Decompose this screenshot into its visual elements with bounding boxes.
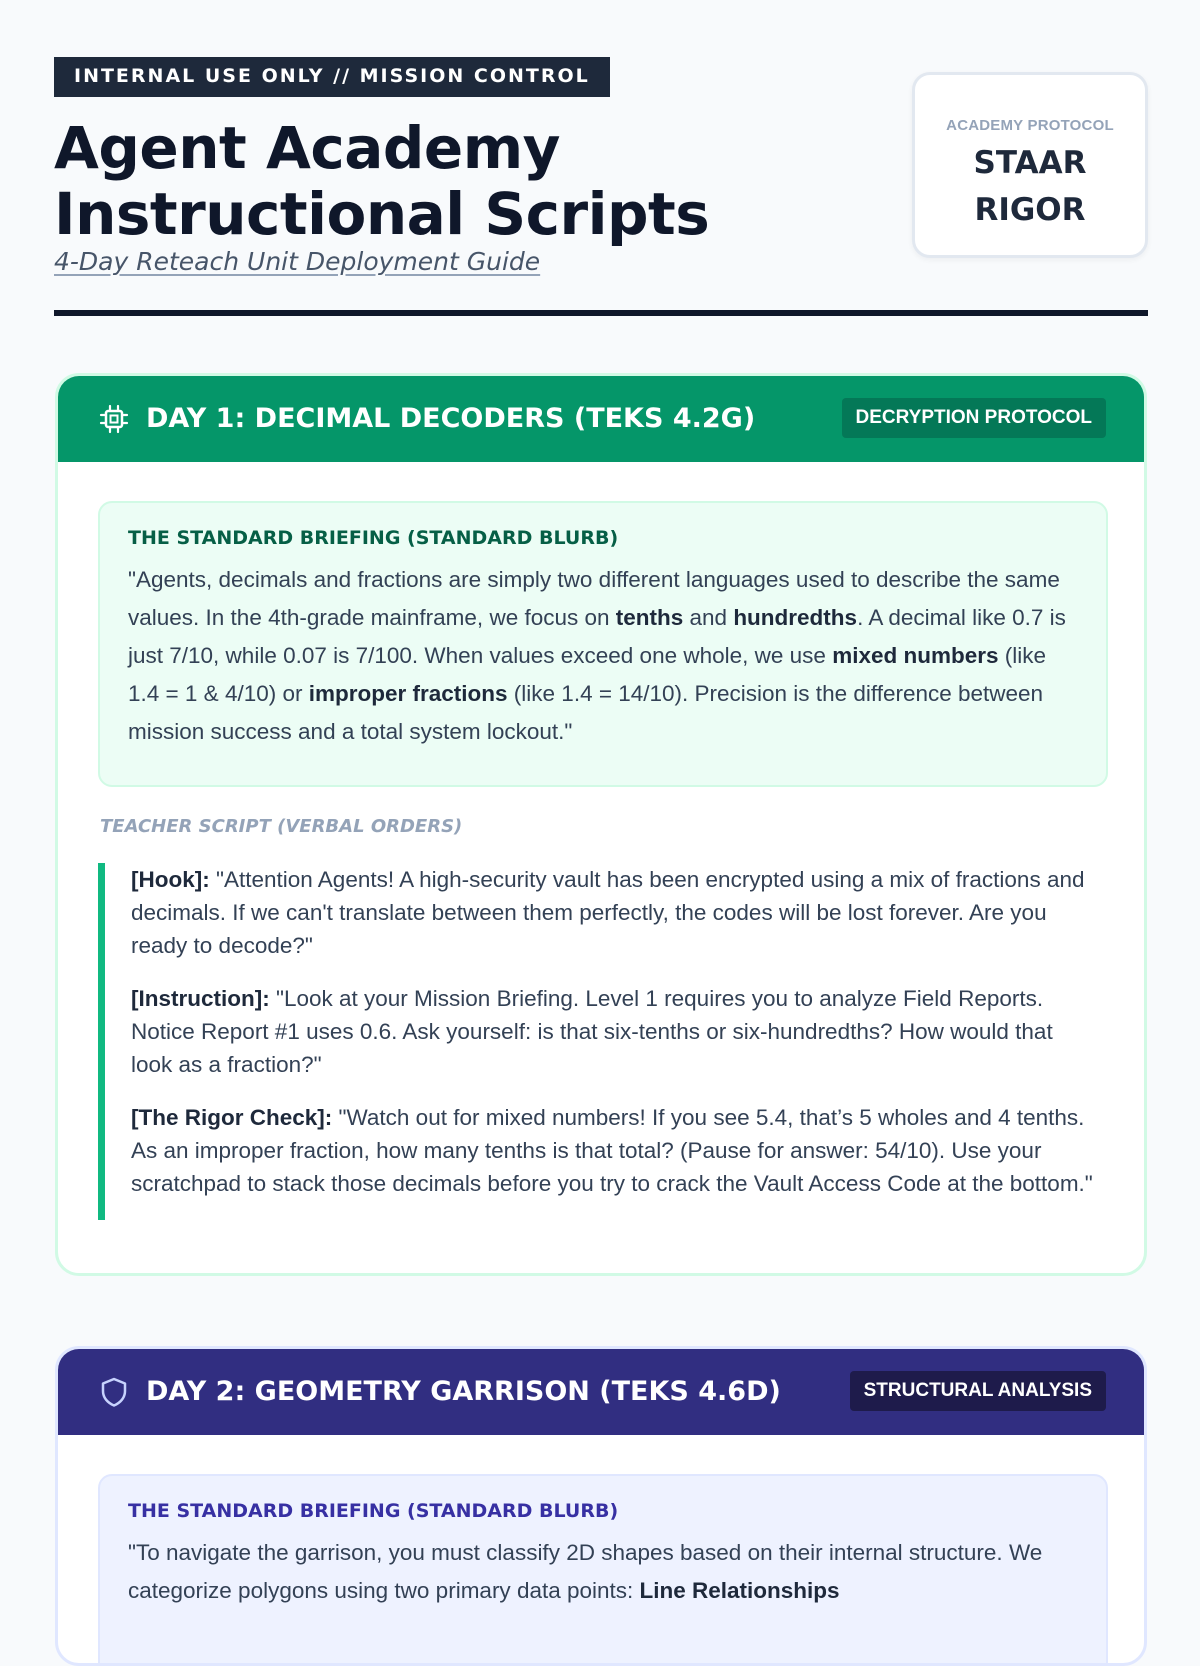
- script-label: TEACHER SCRIPT (VERBAL ORDERS): [100, 816, 463, 837]
- day-1-card: [55, 373, 1147, 1276]
- document-header: [54, 57, 1148, 317]
- day-2-badge: STRUCTURAL ANALYSIS: [850, 1371, 1106, 1411]
- script-hook: [Hook]: "Attention Agents! A high-security vault has been encrypted using a mix of fractions and decimals. If we can't translate between them perfectly, the codes will be lost forever. Are you ready to decode?": [131, 867, 1085, 958]
- day-1-title: DAY 1: DECIMAL DECODERS (TEKS 4.2G): [146, 403, 756, 434]
- protocol-label: ACADEMY PROTOCOL: [946, 117, 1114, 134]
- day-1-header: [58, 376, 1144, 462]
- script-rigor-check: [The Rigor Check]: "Watch out for mixed numbers! If you see 5.4, that’s 5 wholes and 4 tenths. As an improper fraction, how many tenths is that total? (Pause for answer: 54/10). Use your scratchpad to stack those decimals before you try to crack the Vault Access Code at the bottom.": [131, 1105, 1093, 1196]
- day-2-card: [55, 1346, 1147, 1666]
- day-2-title: DAY 2: GEOMETRY GARRISON (TEKS 4.6D): [146, 1376, 781, 1407]
- page-subtitle: 4-Day Reteach Unit Deployment Guide: [54, 247, 541, 276]
- day-1-badge: DECRYPTION PROTOCOL: [842, 398, 1106, 438]
- cpu-chip-icon: [98, 403, 130, 435]
- script-instruction: [Instruction]: "Look at your Mission Briefing. Level 1 requires you to analyze Field Reports. Notice Report #1 uses 0.6. Ask yourself: is that six-tenths or six-hundredths? How would that look as a fraction?": [131, 986, 1053, 1077]
- protocol-value: STAAR RIGOR: [973, 145, 1087, 228]
- protocol-card: [912, 72, 1148, 258]
- header-divider: [54, 310, 1148, 316]
- teacher-script: [98, 863, 1098, 1220]
- page-title: Agent Academy Instructional Scripts: [54, 114, 710, 248]
- briefing-label: THE STANDARD BRIEFING (STANDARD BLURB): [128, 527, 619, 549]
- classification-banner: INTERNAL USE ONLY // MISSION CONTROL: [54, 57, 610, 97]
- briefing-text: "Agents, decimals and fractions are simply two different languages used to describe the same values. In the 4th-grade mainframe, we focus on tenths and hundredths. A decimal like 0.7 is just 7/10, while 0.07 is 7/100. When values exceed one whole, we use mixed numbers (like 1.4 = 1 & 4/10) or improper fractions (like 1.4 = 14/10). Precision is the difference between mission success and a total system lockout.": [128, 567, 1066, 744]
- day-1-briefing: [98, 501, 1108, 787]
- day-2-header: [58, 1349, 1144, 1435]
- briefing-label: THE STANDARD BRIEFING (STANDARD BLURB): [128, 1500, 619, 1522]
- briefing-text: "To navigate the garrison, you must classify 2D shapes based on their internal structure. We categorize polygons using two primary data points: Line Relationships: [128, 1540, 1043, 1603]
- day-2-briefing: [98, 1474, 1108, 1666]
- shield-icon: [98, 1376, 130, 1408]
